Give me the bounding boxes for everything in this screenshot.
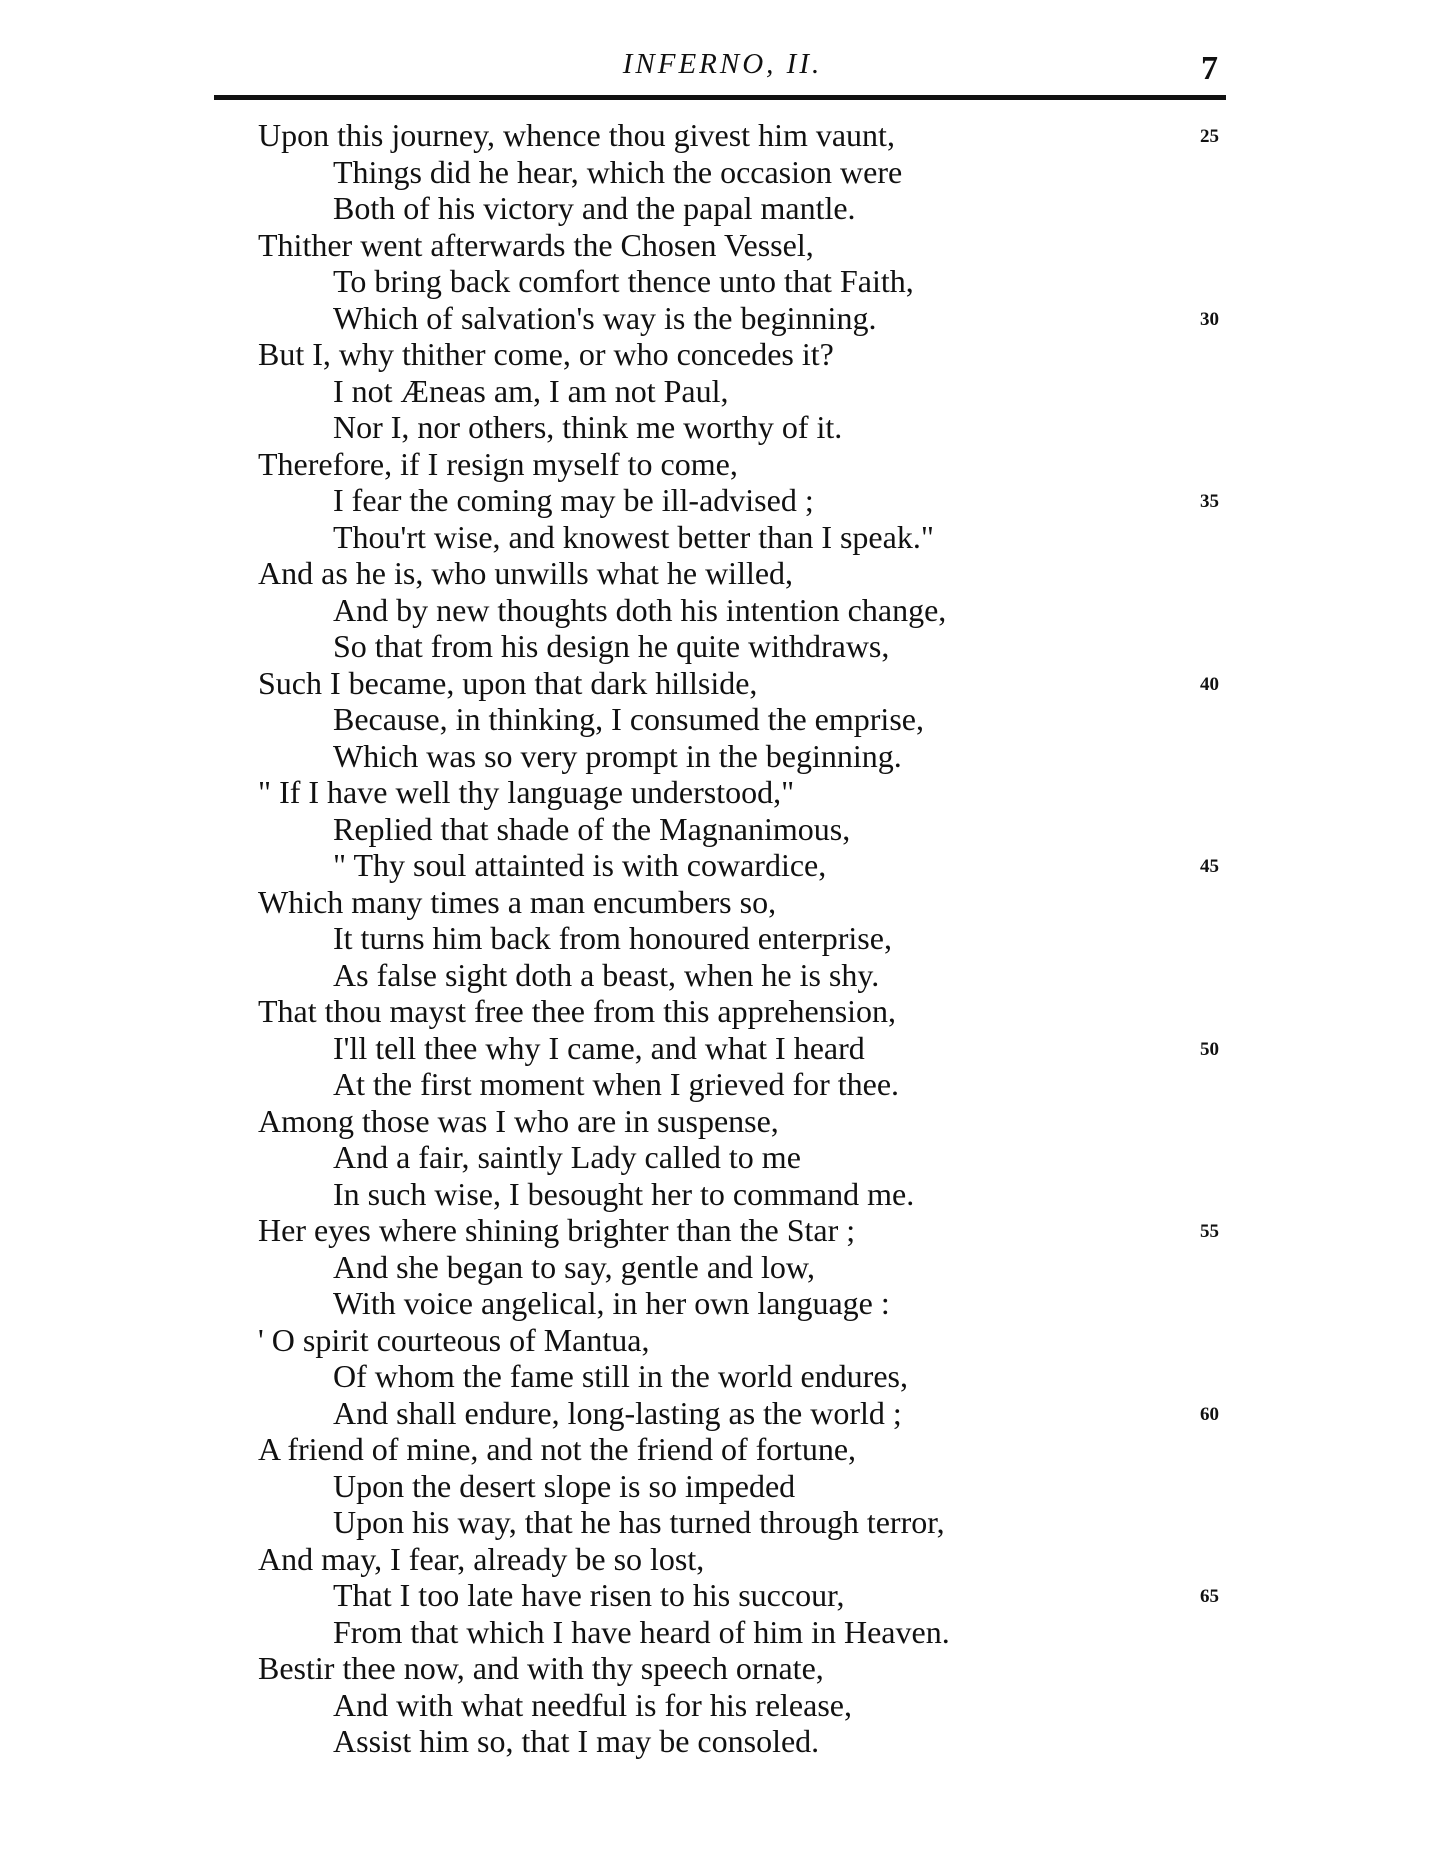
verse-line-text: And a fair, saintly Lady called to me — [333, 1139, 801, 1175]
verse-line-text: And she began to say, gentle and low, — [333, 1248, 815, 1285]
verse-line — [0, 1322, 1445, 1359]
line-number: 25 — [1200, 126, 1219, 147]
verse-line-text: Both of his victory and the papal mantle. — [333, 190, 856, 226]
verse-line — [0, 555, 1445, 592]
verse-line — [0, 1212, 1445, 1249]
verse-line — [0, 884, 1445, 921]
verse-line — [0, 336, 1445, 373]
verse-line — [0, 1358, 1445, 1395]
verse-line — [0, 1650, 1445, 1687]
verse-line-text: And shall endure, long-lasting as the world ; — [333, 1394, 902, 1431]
verse-line — [0, 1468, 1445, 1505]
verse-line-text: Such I became, upon that dark hillside, — [258, 664, 758, 701]
verse-line — [0, 738, 1445, 775]
verse-line-text: But I, why thither come, or who concedes it? — [258, 336, 834, 372]
verse-line — [0, 957, 1445, 994]
verse-line — [0, 665, 1445, 702]
verse-line-text: Which of salvation's way is the beginning. — [333, 299, 877, 336]
verse-line — [0, 993, 1445, 1030]
line-number: 35 — [1200, 491, 1219, 512]
verse-line-text: Therefore, if I resign myself to come, — [258, 445, 738, 482]
verse-line — [0, 1066, 1445, 1103]
verse-line-text: Because, in thinking, I consumed the emprise, — [333, 701, 924, 737]
header-rule — [214, 95, 1226, 100]
verse-line — [0, 190, 1445, 227]
verse-line-text: Nor I, nor others, think me worthy of it. — [333, 409, 843, 445]
verse-line — [0, 1103, 1445, 1140]
line-number: 65 — [1200, 1586, 1219, 1607]
verse-line — [0, 628, 1445, 665]
line-number: 55 — [1200, 1221, 1219, 1242]
verse-line-text: I not Æneas am, I am not Paul, — [333, 372, 729, 409]
verse-line-text: I'll tell thee why I came, and what I heard — [333, 1029, 865, 1066]
verse-line — [0, 774, 1445, 811]
verse-line — [0, 847, 1445, 884]
verse-line-text: Upon this journey, whence thou givest him vaunt, — [258, 117, 895, 153]
verse-line — [0, 300, 1445, 337]
line-number: 60 — [1200, 1403, 1219, 1425]
verse-line — [0, 373, 1445, 410]
verse-line — [0, 1541, 1445, 1578]
verse-line-text: Thither went afterwards the Chosen Vessel, — [258, 226, 814, 263]
verse-line-text: So that from his design he quite withdraws, — [333, 628, 890, 664]
verse-line — [0, 592, 1445, 629]
verse-line — [0, 519, 1445, 556]
verse-line — [0, 1249, 1445, 1286]
verse-line-text: From that which I have heard of him in Heaven. — [333, 1613, 950, 1650]
verse-line — [0, 1139, 1445, 1176]
verse-line-text: And may, I fear, already be so lost, — [258, 1540, 705, 1577]
verse-line-text: Replied that shade of the Magnanimous, — [333, 810, 851, 847]
verse-line-text: " If I have well thy language understood," — [258, 774, 795, 810]
page-number: 7 — [1201, 50, 1218, 87]
verse-line-text: Thou'rt wise, and knowest better than I speak." — [333, 518, 934, 555]
verse-line-text: It turns him back from honoured enterprise, — [333, 920, 892, 956]
line-number: 30 — [1200, 308, 1219, 330]
verse-line-text: To bring back comfort thence unto that Faith, — [333, 263, 914, 299]
verse-line-text: Assist him so, that I may be consoled. — [333, 1723, 820, 1759]
running-head: INFERNO, II. — [622, 48, 823, 80]
verse-line-text: Among those was I who are in suspense, — [258, 1102, 779, 1139]
verse-line-text: Her eyes where shining brighter than the Star ; — [258, 1212, 856, 1248]
verse-line — [0, 920, 1445, 957]
verse-line — [0, 1723, 1445, 1760]
verse-line-text: Which many times a man encumbers so, — [258, 883, 777, 920]
verse-line-text: Bestir thee now, and with thy speech ornate, — [258, 1650, 824, 1686]
verse-line-text: That I too late have risen to his succour, — [333, 1577, 845, 1613]
verse-line — [0, 227, 1445, 264]
verse-line-text: A friend of mine, and not the friend of fortune, — [258, 1431, 857, 1467]
line-number: 45 — [1200, 856, 1219, 877]
verse-line-text: With voice angelical, in her own language : — [333, 1285, 890, 1321]
verse-line-text: In such wise, I besought her to command me. — [333, 1175, 915, 1212]
verse-line — [0, 263, 1445, 300]
verse-line — [0, 154, 1445, 191]
verse-line — [0, 409, 1445, 446]
verse-line — [0, 446, 1445, 483]
verse-line-text: I fear the coming may be ill-advised ; — [333, 482, 814, 518]
verse-line-text: Upon the desert slope is so impeded — [333, 1467, 796, 1504]
verse-line-text: And with what needful is for his release, — [333, 1686, 852, 1723]
verse-line — [0, 811, 1445, 848]
verse-line-text: At the first moment when I grieved for thee. — [333, 1066, 900, 1102]
verse-line-text: That thou mayst free thee from this apprehension, — [258, 993, 897, 1029]
verse-line-text: " Thy soul attainted is with cowardice, — [333, 847, 827, 883]
verse-line — [0, 482, 1445, 519]
verse-block — [0, 117, 1445, 1760]
verse-line-text: And as he is, who unwills what he willed, — [258, 555, 794, 591]
verse-line — [0, 1176, 1445, 1213]
verse-line — [0, 1687, 1445, 1724]
verse-line-text: And by new thoughts doth his intention change, — [333, 591, 947, 628]
verse-line — [0, 1614, 1445, 1651]
verse-line-text: Of whom the fame still in the world endures, — [333, 1358, 908, 1394]
verse-line — [0, 1431, 1445, 1468]
verse-line — [0, 117, 1445, 154]
verse-line-text: Which was so very prompt in the beginning. — [333, 737, 902, 774]
verse-line-text: As false sight doth a beast, when he is shy. — [333, 956, 880, 993]
verse-line — [0, 1504, 1445, 1541]
line-number: 40 — [1200, 673, 1219, 695]
verse-line — [0, 701, 1445, 738]
verse-line — [0, 1030, 1445, 1067]
verse-line — [0, 1577, 1445, 1614]
verse-line-text: Things did he hear, which the occasion were — [333, 153, 903, 190]
verse-line — [0, 1285, 1445, 1322]
line-number: 50 — [1200, 1038, 1219, 1060]
verse-line — [0, 1395, 1445, 1432]
verse-line-text: Upon his way, that he has turned through terror, — [333, 1504, 945, 1540]
verse-line-text: ' O spirit courteous of Mantua, — [258, 1321, 650, 1358]
